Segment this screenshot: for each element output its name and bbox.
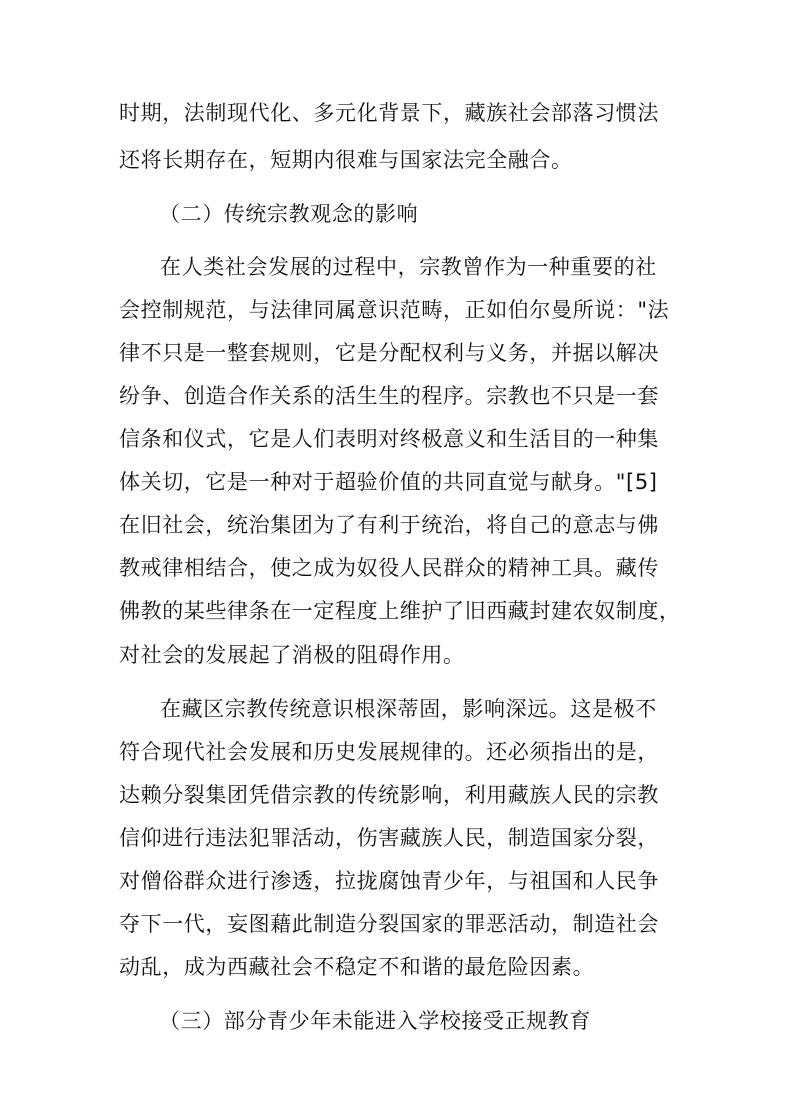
text-line: 还将长期存在，短期内很难与国家法完全融合。 bbox=[119, 148, 573, 172]
text-line: 在藏区宗教传统意识根深蒂固，影响深远。这是极不 bbox=[160, 697, 657, 721]
text-line: 在旧社会，统治集团为了有利于统治，将自己的意志与佛 bbox=[119, 513, 659, 537]
text-line: 教戒律相结合，使之成为奴役人民群众的精神工具。藏传 bbox=[119, 556, 659, 580]
text-line: 体关切，它是一种对于超验价值的共同直觉与献身。"[5] bbox=[119, 470, 658, 494]
text-line: 时期，法制现代化、多元化背景下，藏族社会部落习惯法 bbox=[119, 101, 659, 125]
section-heading: （三）部分青少年未能进入学校接受正规教育 bbox=[159, 1009, 591, 1033]
text-line: 动乱，成为西藏社会不稳定不和谐的最危险因素。 bbox=[119, 955, 595, 979]
text-line: 会控制规范，与法律同属意识范畴，正如伯尔曼所说："法 bbox=[119, 298, 670, 322]
text-line: 夺下一代，妄图藉此制造分裂国家的罪恶活动，制造社会 bbox=[119, 912, 659, 936]
text-line: 对僧俗群众进行渗透，拉拢腐蚀青少年，与祖国和人民争 bbox=[119, 869, 659, 893]
section-heading: （二）传统宗教观念的影响 bbox=[159, 202, 419, 226]
text-line: 在人类社会发展的过程中，宗教曾作为一种重要的社 bbox=[160, 255, 657, 279]
text-line: 信条和仪式，它是人们表明对终极意义和生活目的一种集 bbox=[119, 427, 659, 451]
text-line: 佛教的某些律条在一定程度上维护了旧西藏封建农奴制度， bbox=[119, 599, 681, 623]
text-line: 律不只是一整套规则，它是分配权利与义务，并据以解决 bbox=[119, 341, 659, 365]
text-line: 对社会的发展起了消极的阻碍作用。 bbox=[119, 643, 465, 667]
text-line: 信仰进行违法犯罪活动，伤害藏族人民，制造国家分裂， bbox=[119, 826, 659, 850]
text-line: 纷争、创造合作关系的活生生的程序。宗教也不只是一套 bbox=[119, 384, 659, 408]
text-line: 达赖分裂集团凭借宗教的传统影响，利用藏族人民的宗教 bbox=[119, 783, 659, 807]
text-line: 符合现代社会发展和历史发展规律的。还必须指出的是， bbox=[119, 740, 659, 764]
